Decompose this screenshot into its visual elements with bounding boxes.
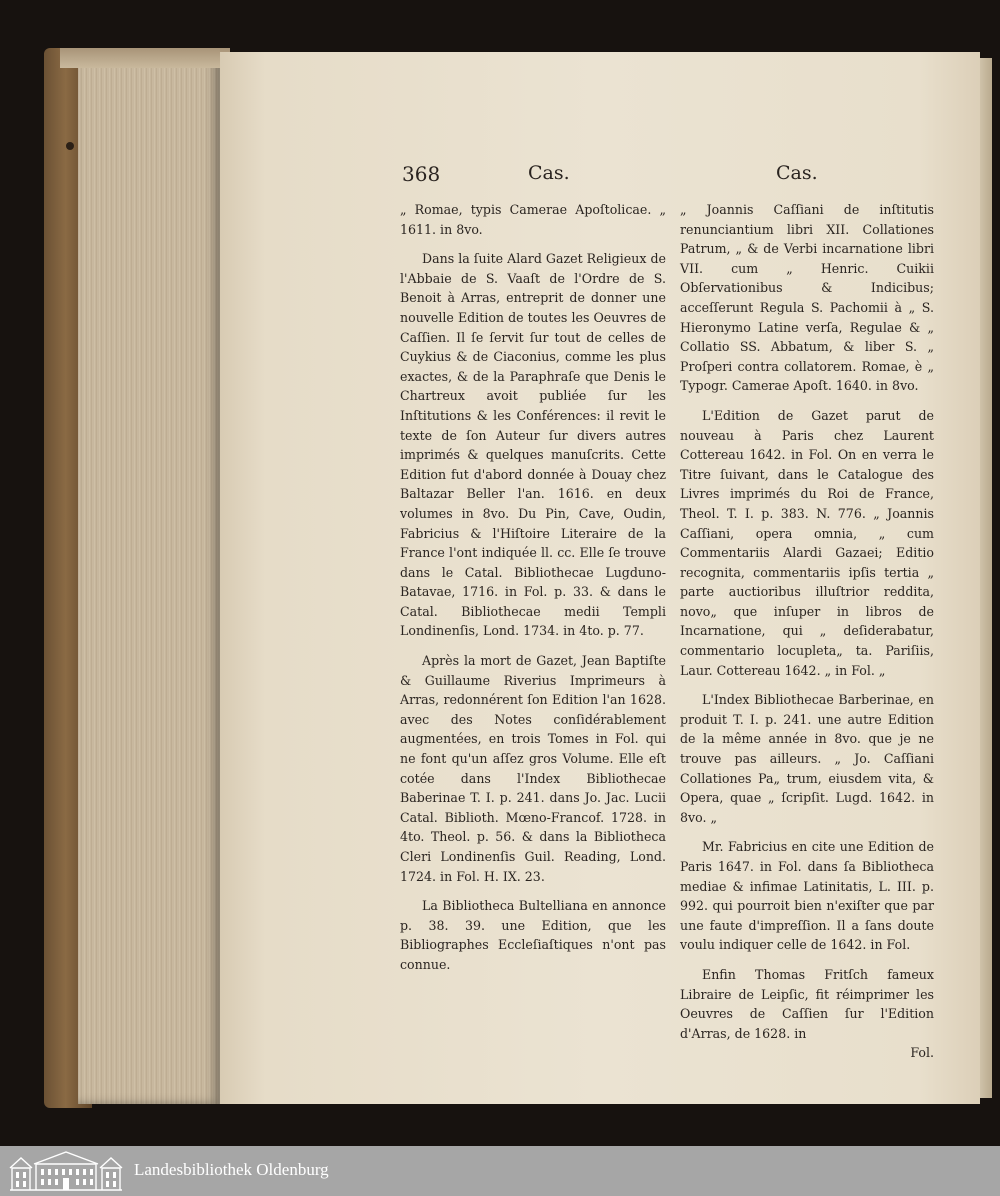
paragraph: „ Joannis Caſſiani de inſtitutis renunciantium libri XII. Collationes Patrum, „ & de Verbi incarnatione libri VII. cum „ Henric. Cuikii Obſervationibus & Indicibus; acceſſerunt Regula S. Pachomii à „ S. Hieronymo Latine verſa, Regulae & „ Collatio SS. Abbatum, & liber S. „ Proſperi contra collatorem. Romae, è „ Typogr. Camerae Apoſt. 1640. in 8vo. <box>680 202 934 394</box>
running-head-right: Cas. <box>776 162 818 184</box>
page-number: 368 <box>402 162 441 186</box>
library-building-logo-icon <box>8 1150 124 1192</box>
left-column <box>400 200 666 985</box>
paragraph: Mr. Fabricius en cite une Edition de Paris 1647. in Fol. dans ſa Bibliotheca mediae & infimae Latinitatis, L. III. p. 992. qui pourroit bien n'exiſter que par une faute d'impreſſion. Il a ſans doute voulu indiquer celle de 1642. in Fol. <box>680 839 934 953</box>
paragraph: Après la mort de Gazet, Jean Baptiſte & Guillaume Riverius Imprimeurs à Arras, redonnérent ſon Edition l'an 1628. avec des Notes conſidérablement augmentées, en trois Tomes in Fol. qui ne font qu'un aſſez gros Volume. Elle eſt cotée dans l'Index Bibliothecae Baberinae T. I. p. 241. dans Jo. Jac. Lucii Catal. Biblioth. Mœno-Francof. 1728. in 4to. Theol. p. 56. & dans la Bibliotheca Cleri Londinenſis Guil. Reading, Lond. 1724. in Fol. H. IX. 23. <box>400 653 666 884</box>
library-name: Landesbibliothek Oldenburg <box>134 1160 329 1179</box>
paragraph: Enfin Thomas Fritſch fameux Libraire de Leipſic, fit réimprimer les Oeuvres de Caſſien ſur l'Edition d'Arras, de 1628. in <box>680 966 934 1041</box>
right-column <box>680 200 934 1073</box>
paragraph: L'Index Bibliothecae Barberinae, en produit T. I. p. 241. une autre Edition de la même année in 8vo. que je ne trouve pas ailleurs. „ Jo. Caſſiani Collationes Pa„ trum, eiusdem vita, & Opera, quae „ ſcripſit. Lugd. 1642. in 8vo. „ <box>680 692 934 825</box>
running-head-left: Cas. <box>528 162 570 184</box>
paragraph: La Bibliotheca Bultelliana en annonce p. 38. 39. une Edition, que les Bibliographes Eccleſiaſtiques n'ont pas connue. <box>400 898 666 972</box>
footer-bar <box>0 1146 1000 1196</box>
paragraph: „ Romae, typis Camerae Apoſtolicae. „ 1611. in 8vo. <box>400 202 666 237</box>
paragraph: Dans la ſuite Alard Gazet Religieux de l'Abbaie de S. Vaaſt de l'Ordre de S. Benoit à Arras, entreprit de donner une nouvelle Edition de toutes les Oeuvres de Caſſien. Il ſe ſervit ſur tout de celles de Cuykius & de Ciaconius, comme les plus exactes, & de la Paraphraſe que Denis le Chartreux avoit publiée ſur les Inſtitutions & les Conférences: il revit le texte de ſon Auteur ſur divers autres imprimés & quelques manuſcrits. Cette Edition fut d'abord donnée à Douay chez Baltazar Beller l'an. 1616. en deux volumes in 8vo. Du Pin, Cave, Oudin, Fabricius & l'Hiſtoire Literaire de la France l'ont indiquée ll. cc. Elle ſe trouve dans le Catal. Bibliothecae Lugduno-Batavae, 1716. in Fol. p. 33. & dans le Catal. Bibliothecae medii Templi Londinenſis, Lond. 1734. in 4to. p. 77. <box>400 251 666 639</box>
cover-rivet <box>66 142 74 150</box>
catchword: Fol. <box>910 1045 934 1061</box>
page-stack-top <box>60 48 230 68</box>
paragraph: L'Edition de Gazet parut de nouveau à Paris chez Laurent Cottereau 1642. in Fol. On en verra le Titre ſuivant, dans le Catalogue des Livres imprimés du Roi de France, Theol. T. I. p. 383. N. 776. „ Joannis Caſſiani, opera omnia, „ cum Commentariis Alardi Gazaei; Editio recognita, commentariis ipſis tertia „ parte auctioribus illuſtrior reddita, novo„ que inſuper in libros de Incarnatione, qui „ deſiderabatur, commentario locupleta„ ta. Pariſiis, Laur. Cottereau 1642. „ in Fol. „ <box>680 407 934 678</box>
page-stack-edge <box>78 52 220 1104</box>
next-page-edge <box>980 58 992 1098</box>
